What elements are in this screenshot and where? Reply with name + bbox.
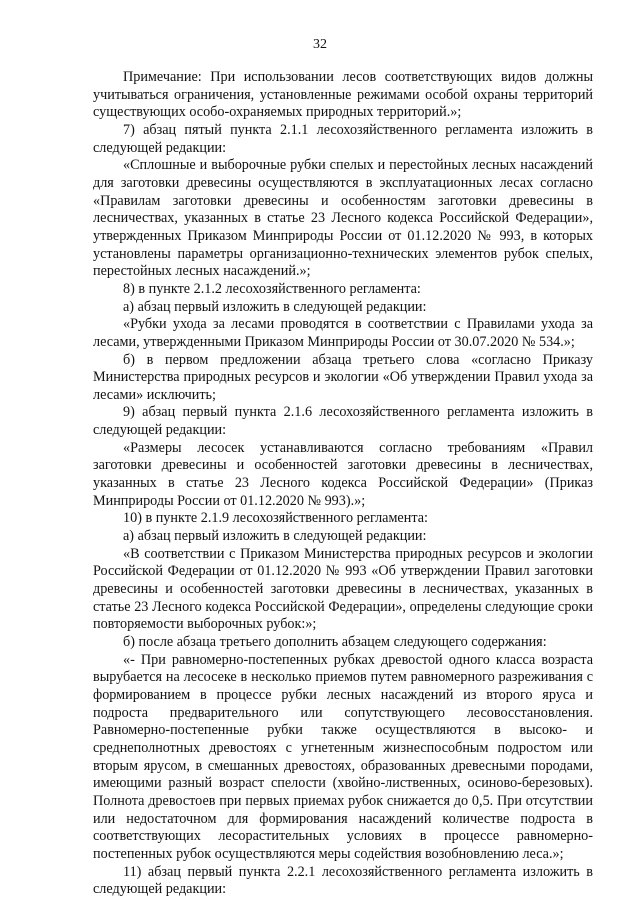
paragraph-item-8: 8) в пункте 2.1.2 лесохозяйственного регламента: bbox=[123, 280, 421, 297]
paragraph-quote-clearcut: «Сплошные и выборочные рубки спелых и перестойных лесных насаждений для заготовки древесины осуществляются в эксплуатационных лесах согласно «Правилам заготовки древесины и особенностям заготовки древесины в лесничествах, указанных в статье 23 Лесного кодекса Российской Федерации», утвержденных Приказом Минприроды России от 01.12.2020 № 993, в которых установлены параметры организационно-технических элементов рубок спелых, перестойных лесных насаждений.»; bbox=[93, 157, 593, 280]
paragraph-quote-cutting-area: «Размеры лесосек устанавливаются согласно требованиям «Правил заготовки древесины и особенностей заготовки древесины в лесничествах, указанных в статье 23 Лесного кодекса Российской Федерации» (Приказ Минприроды России от 01.12.2020 № 993).»; bbox=[93, 439, 593, 509]
paragraph-quote-care-felling: «Рубки ухода за лесами проводятся в соответствии с Правилами ухода за лесами, утвержденными Приказом Минприроды России от 30.07.2020 № 534.»; bbox=[93, 316, 593, 350]
paragraph-quote-gradual-felling: «- При равномерно-постепенных рубках древостой одного класса возраста вырубается на лесосеке в несколько приемов путем равномерного разреживания с формированием в процессе рубки лесных насаждений из второго яруса и подроста предварительного или сопутствующего лесовосстановления. Равномерно-постепенные рубки также осуществляются в высоко- и среднеполнотных древостоях с угнетенным жизнеспособным подростом или вторым ярусом, в смешанных древостоях, образованных древесными породами, имеющими разный возраст спелости (хвойно-лиственных, осиново-березовых). Полнота древостоев при первых приемах рубок снижается до 0,5. При отсутствии или недостаточном для формирования насаждений количестве подроста в соответствующих лесорастительных условиях в процессе равномерно-постепенных рубок осуществляются меры содействия возобновлению леса.»; bbox=[93, 651, 593, 862]
paragraph-quote-repeat-terms: «В соответствии с Приказом Министерства природных ресурсов и экологии Российской Федерации от 01.12.2020 № 993 «Об утверждении Правил заготовки древесины и особенностей заготовки древесины в лесничествах, указанных в статье 23 Лесного кодекса Российской Федерации», определены следующие сроки повторяемости выборочных рубок:»; bbox=[93, 545, 593, 633]
paragraph-note: Примечание: При использовании лесов соответствующих видов должны учитываться ограничения, установленные режимами особой охраны территорий существующих особо-охраняемых природных территорий.»; bbox=[93, 69, 593, 121]
paragraph-item-9: 9) абзац первый пункта 2.1.6 лесохозяйственного регламента изложить в следующей редакции: bbox=[93, 404, 593, 439]
paragraph-item-10a: а) абзац первый изложить в следующей редакции: bbox=[123, 528, 427, 545]
paragraph-item-8a: а) абзац первый изложить в следующей редакции: bbox=[123, 298, 427, 315]
paragraph-item-10: 10) в пункте 2.1.9 лесохозяйственного регламента: bbox=[123, 510, 428, 527]
paragraph-item-11: 11) абзац первый пункта 2.2.1 лесохозяйственного регламента изложить в следующей редакции: bbox=[93, 863, 593, 898]
paragraph-item-10b: б) после абзаца третьего дополнить абзацем следующего содержания: bbox=[123, 634, 547, 650]
paragraph-item-7: 7) абзац пятый пункта 2.1.1 лесохозяйственного регламента изложить в следующей редакции: bbox=[93, 121, 593, 156]
page-number: 32 bbox=[313, 37, 327, 52]
document-body bbox=[93, 69, 593, 899]
paragraph-item-8b: б) в первом предложении абзаца третьего слова «согласно Приказу Министерства природных ресурсов и экологии «Об утверждении Правил ухода за лесами» исключить; bbox=[93, 351, 593, 403]
